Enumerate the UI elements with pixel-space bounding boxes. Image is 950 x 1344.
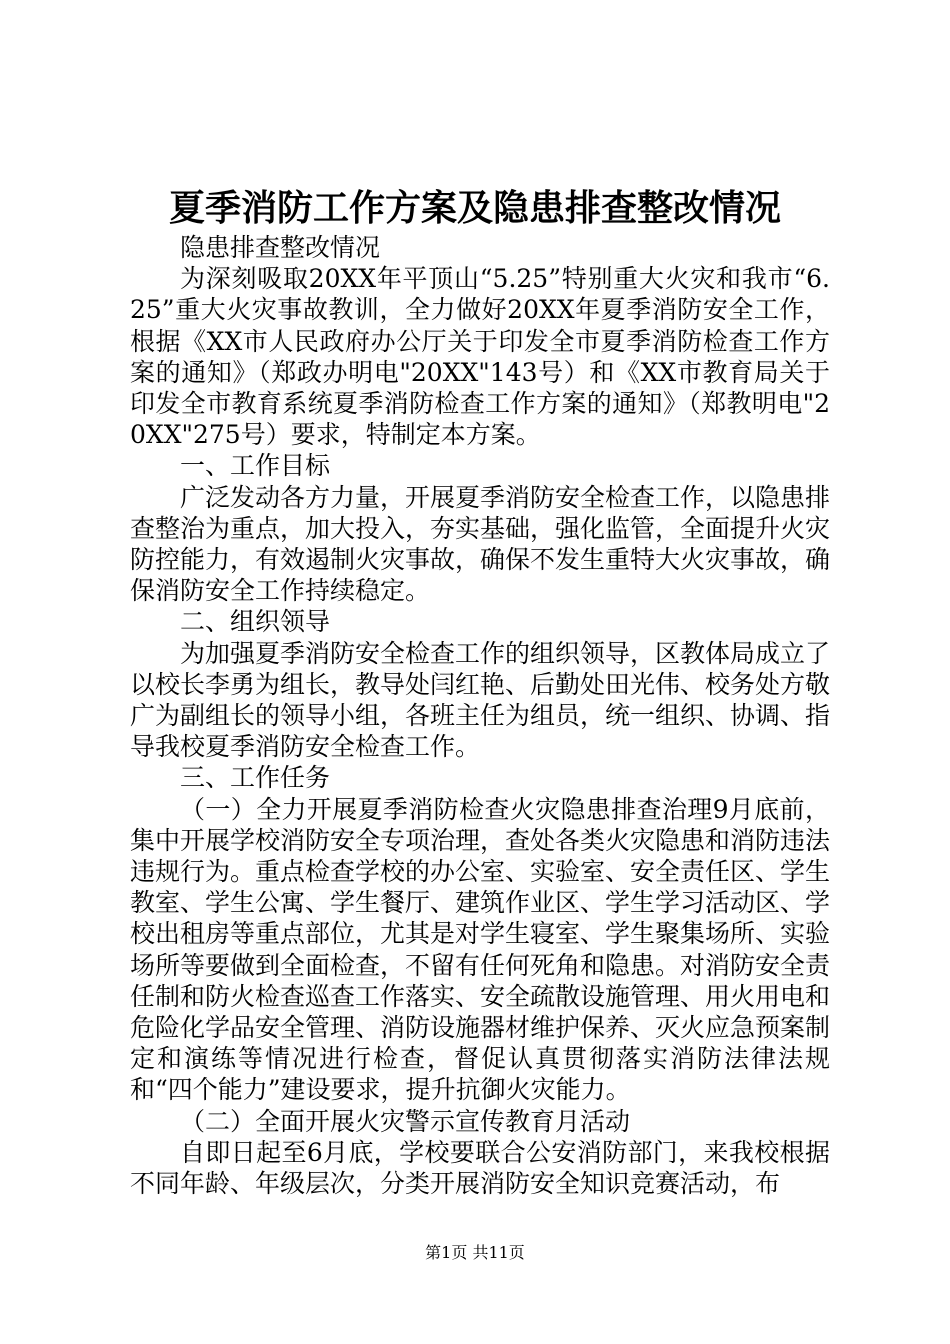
task-one-paragraph: （一）全力开展夏季消防检查火灾隐患排查治理9月底前，集中开展学校消防安全专项治理，查处各类火灾隐患和消防违法违规行为。重点检查学校的办公室、实验室、安全责任区、学生教室、学生公寓、学生餐厅、建筑作业区、学生学习活动区、学校出租房等重点部位，尤其是对学生寝室、学生聚集场所、实验场所等要做到全面检查，不留有任何死角和隐患。对消防安全责任制和防火检查巡查工作落实、安全疏散设施管理、用火用电和危险化学品安全管理、消防设施器材维护保养、灭火应急预案制定和演练等情况进行检查，督促认真贯彻落实消防法律法规和“四个能力”建设要求，提升抗御火灾能力。 <box>130 794 831 1105</box>
goals-paragraph: 广泛发动各方力量，开展夏季消防安全检查工作，以隐患排查整治为重点，加大投入，夯实基础，强化监管，全面提升火灾防控能力，有效遏制火灾事故，确保不发生重特大火灾事故，确保消防安全工作持续稳定。 <box>130 482 831 606</box>
document-title: 夏季消防工作方案及隐患排查整改情况 <box>168 187 781 229</box>
section-heading-leadership: 二、组织领导 <box>180 607 331 637</box>
leadership-paragraph: 为加强夏季消防安全检查工作的组织领导，区教体局成立了以校长李勇为组长，教导处闫红艳、后勤处田光伟、校务处方敬广为副组长的领导小组，各班主任为组员，统一组织、协调、指导我校夏季消防安全检查工作。 <box>130 638 831 762</box>
page-footer: 第1页 共11页 <box>425 1243 525 1262</box>
section-heading-goals: 一、工作目标 <box>180 451 331 481</box>
intro-paragraph: 为深刻吸取20XX年平顶山“5.25”特别重大火灾和我市“6.25”重大火灾事故教训，全力做好20XX年夏季消防安全工作，根据《XX市人民政府办公厅关于印发全市夏季消防检查工作方案的通知》（郑政办明电"20XX"143号）和《XX市教育局关于印发全市教育系统夏季消防检查工作方案的通知》（郑教明电"20XX"275号）要求，特制定本方案。 <box>130 264 830 450</box>
section-heading-tasks: 三、工作任务 <box>180 763 331 793</box>
document-body <box>130 232 830 1199</box>
task-two-paragraph: 自即日起至6月底，学校要联合公安消防部门，来我校根据不同年龄、年级层次，分类开展消防安全知识竞赛活动，布 <box>130 1137 830 1199</box>
subtitle-paragraph: 隐患排查整改情况 <box>180 233 381 262</box>
task-two-heading: （二）全面开展火灾警示宣传教育月活动 <box>180 1106 631 1136</box>
